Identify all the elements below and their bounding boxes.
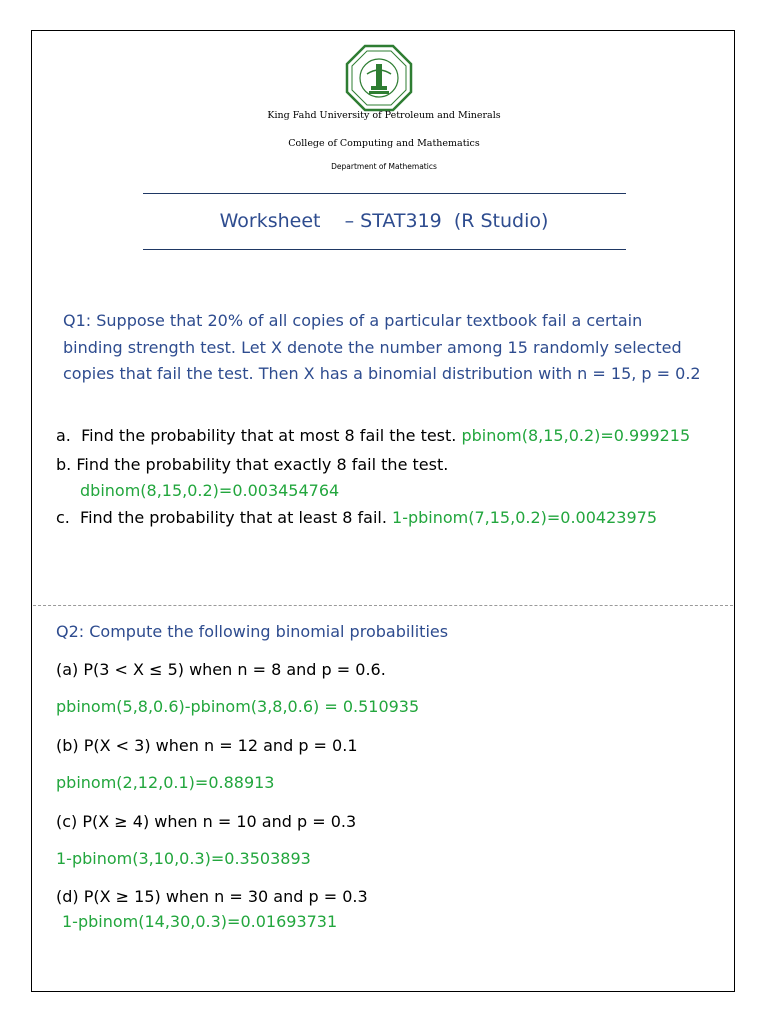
university-name: King Fahd University of Petroleum and Minerals bbox=[267, 110, 501, 121]
q2-d-answer: 1-pbinom(14,30,0.3)=0.01693731 bbox=[62, 912, 338, 931]
q2-b-question: (b) P(X < 3) when n = 12 and p = 0.1 bbox=[56, 736, 358, 755]
worksheet-title: Worksheet – STAT319 (R Studio) bbox=[219, 210, 549, 232]
university-seal-icon bbox=[345, 44, 413, 112]
q1-b-label: b. Find the probability that exactly 8 fail the test. bbox=[56, 455, 449, 474]
title-rule-top bbox=[143, 193, 626, 194]
section-divider bbox=[33, 605, 733, 606]
q1-a-answer: pbinom(8,15,0.2)=0.999215 bbox=[461, 426, 691, 445]
q1-part-a bbox=[56, 426, 690, 445]
q2-c-answer: 1-pbinom(3,10,0.3)=0.3503893 bbox=[56, 849, 311, 868]
college-name: College of Computing and Mathematics bbox=[288, 138, 480, 149]
q2-a-answer: pbinom(5,8,0.6)-pbinom(3,8,0.6) = 0.510935 bbox=[56, 697, 420, 716]
department-name: Department of Mathematics bbox=[331, 162, 437, 171]
q2-a-question: (a) P(3 < X ≤ 5) when n = 8 and p = 0.6. bbox=[56, 660, 386, 679]
q1-a-label: a. Find the probability that at most 8 fail the test. bbox=[56, 426, 462, 445]
q2-b-answer: pbinom(2,12,0.1)=0.88913 bbox=[56, 773, 275, 792]
q1-question: Q1: Suppose that 20% of all copies of a particular textbook fail a certain binding strength test. Let X denote the number among 15 randomly selected copies that fail the test. Then X has a binomial distribution with n = 15, p = 0.2 bbox=[63, 311, 701, 383]
q2-c-question: (c) P(X ≥ 4) when n = 10 and p = 0.3 bbox=[56, 812, 357, 831]
q2-d-question: (d) P(X ≥ 15) when n = 30 and p = 0.3 bbox=[56, 887, 368, 906]
q1-part-c bbox=[56, 508, 657, 527]
q2-heading: Q2: Compute the following binomial probabilities bbox=[56, 622, 449, 641]
q1-c-label: c. Find the probability that at least 8 fail. bbox=[56, 508, 393, 527]
q1-b-answer: dbinom(8,15,0.2)=0.003454764 bbox=[80, 481, 340, 500]
title-rule-bottom bbox=[143, 249, 626, 250]
q1-c-answer: 1-pbinom(7,15,0.2)=0.00423975 bbox=[392, 508, 657, 527]
